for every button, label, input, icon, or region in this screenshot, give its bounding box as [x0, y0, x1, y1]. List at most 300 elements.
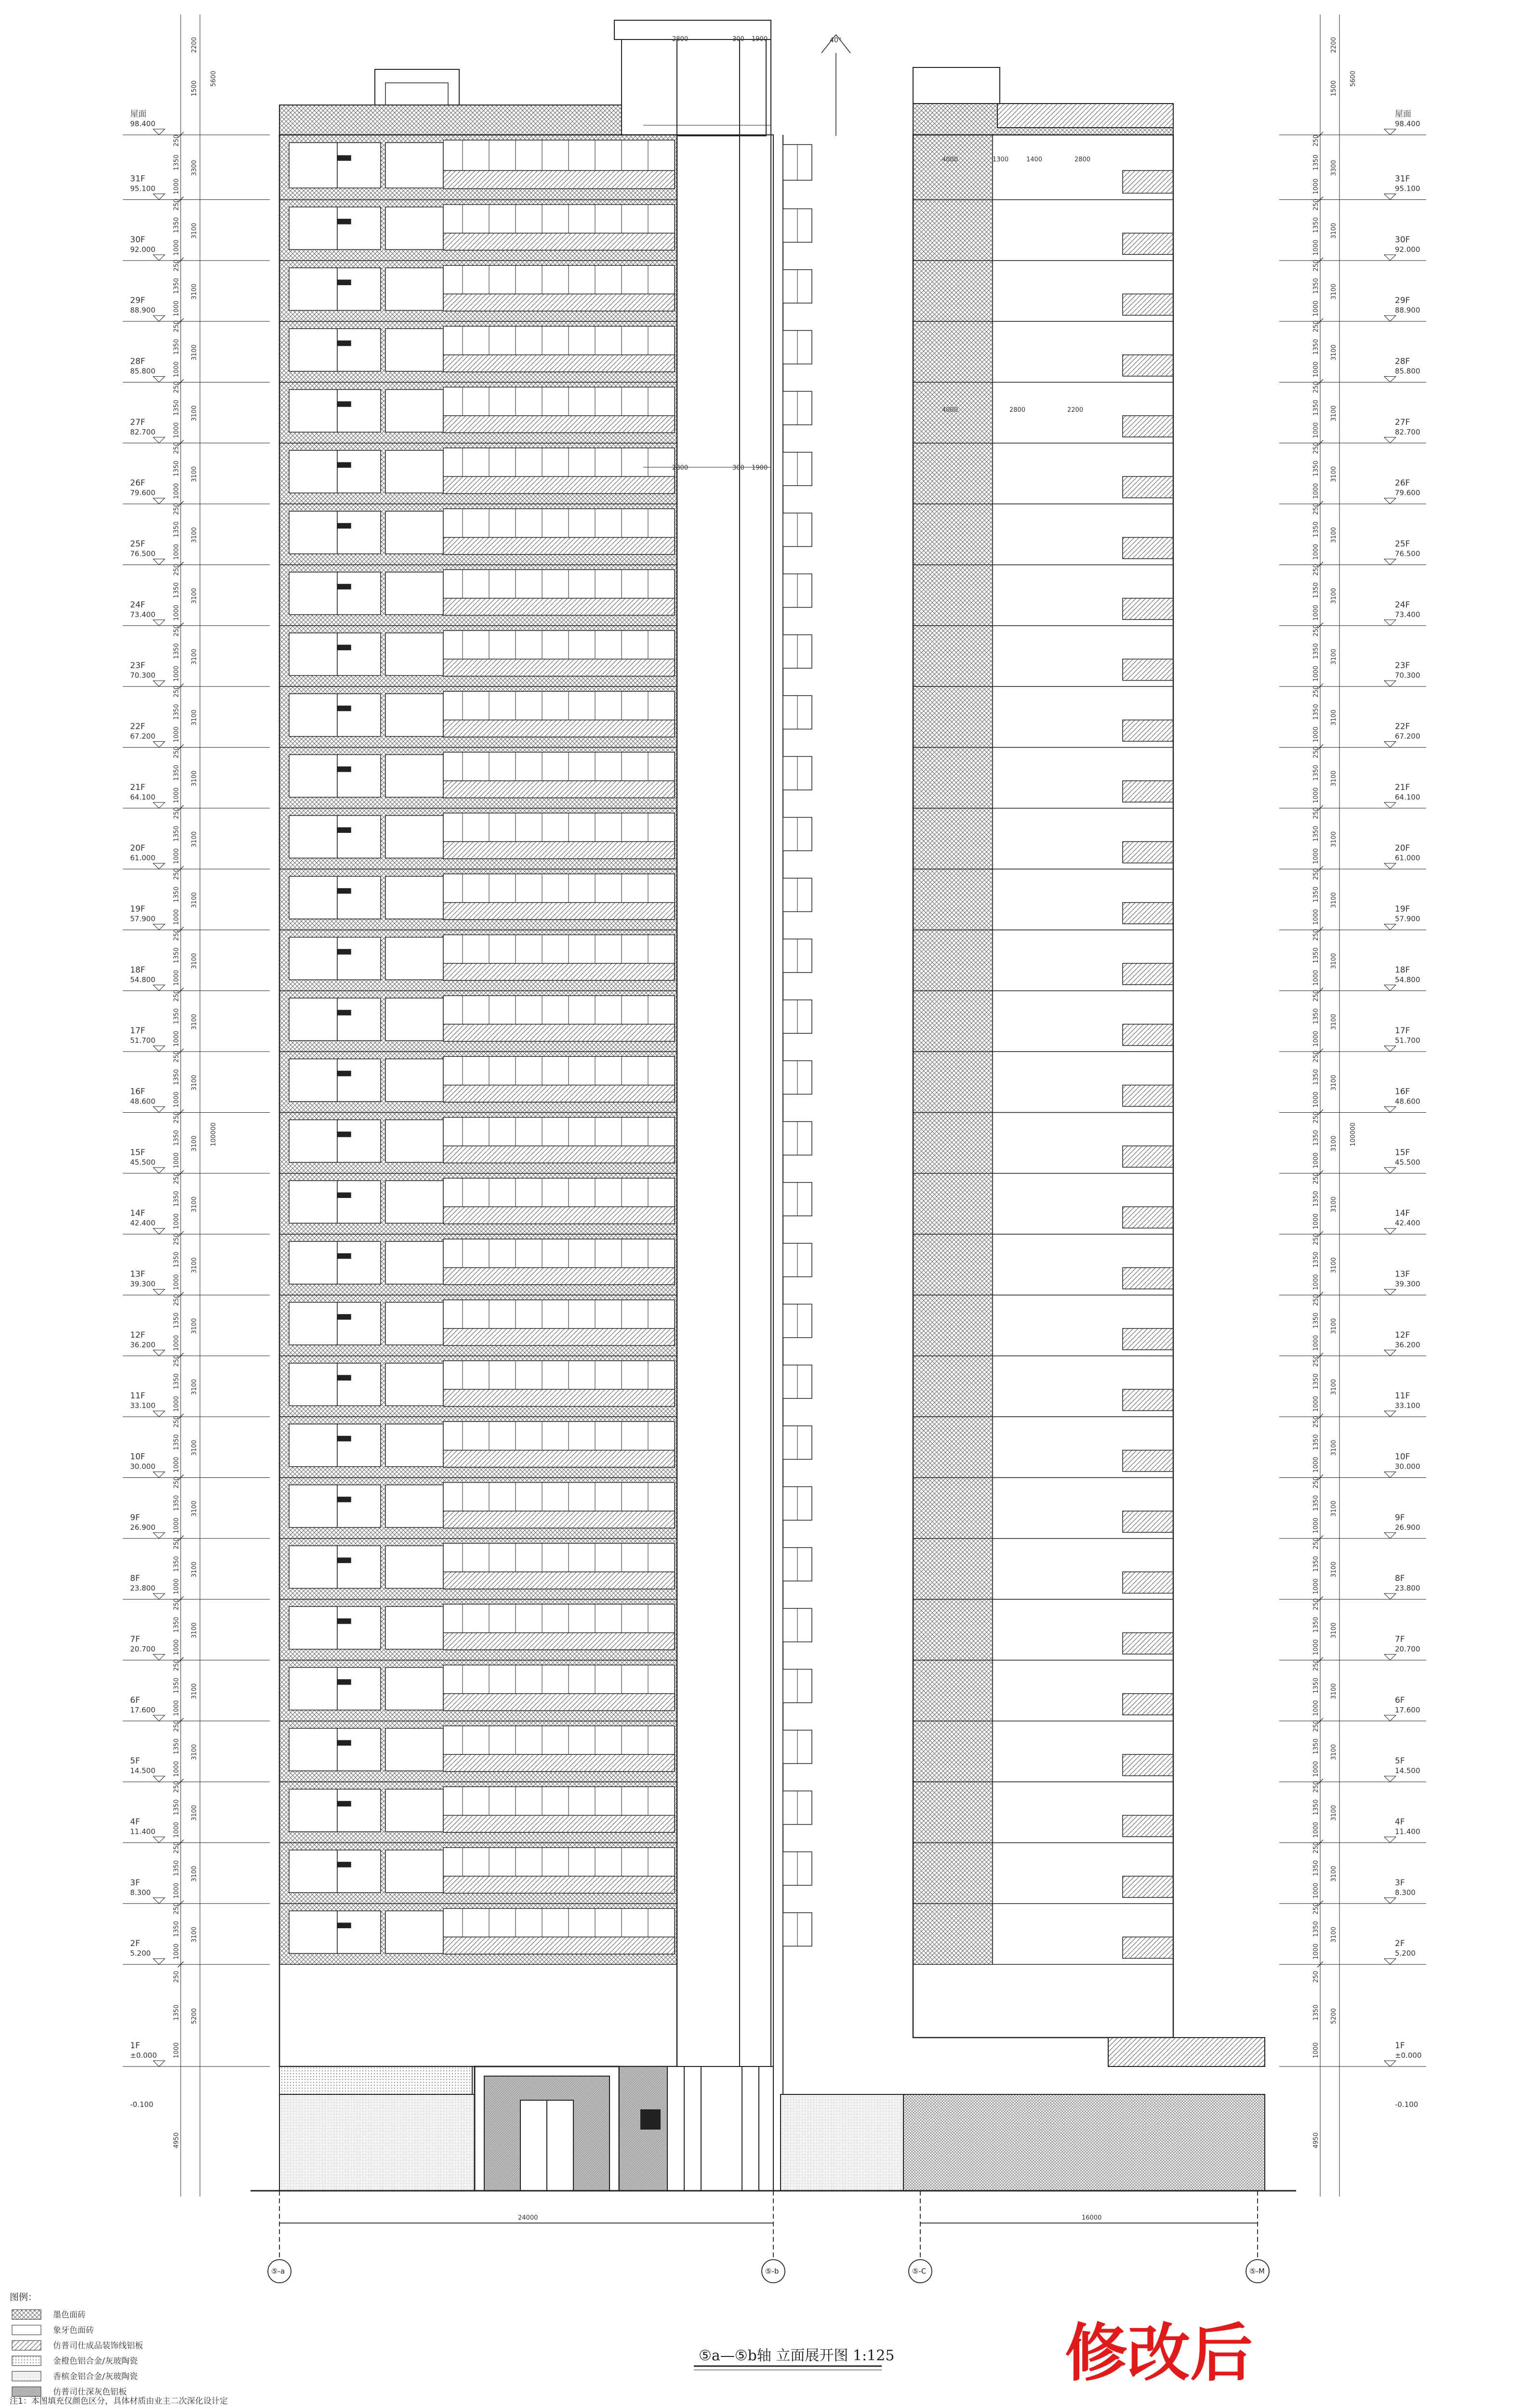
dim-floor-height: 3100 [191, 831, 198, 847]
dim-band: 1000 [1312, 970, 1320, 986]
dim-band: 1350 [173, 1738, 180, 1755]
balcony-rail [443, 538, 675, 554]
revision-stamp: 修改后 [1065, 2316, 1253, 2390]
dim-band: 1350 [1312, 461, 1320, 477]
level-elev-right: 36.200 [1395, 1340, 1420, 1349]
balcony-right [1123, 1024, 1173, 1045]
level-triangle-icon [1384, 1106, 1396, 1112]
dim-mid-total: 100000 [1350, 1122, 1357, 1146]
dim-band: 1350 [173, 1921, 180, 1937]
balcony-rail [443, 1085, 675, 1102]
window-left [385, 1606, 443, 1649]
dim-ground-detail: 4950 [173, 2132, 180, 2148]
level-triangle-icon [1384, 498, 1396, 504]
dim-band: 1350 [1312, 217, 1320, 233]
window-left [385, 937, 443, 980]
dim-floor-height: 3100 [191, 648, 198, 665]
dim-band: 1350 [173, 2004, 180, 2021]
dim-band: 250 [1312, 198, 1320, 211]
dim-band: 1000 [173, 848, 180, 865]
level-name-left: 23F [130, 661, 146, 671]
ac-unit-icon [337, 1862, 351, 1867]
window-left [385, 1424, 443, 1466]
dim-band: 1350 [173, 1617, 180, 1633]
level-elev-right: 57.900 [1395, 914, 1420, 923]
level-elev-left: 92.000 [130, 245, 156, 254]
dim-bay: 1300 [993, 156, 1009, 163]
dim-floor-height: 5200 [191, 2008, 198, 2025]
window-left [337, 1668, 381, 1710]
dim-band: 1350 [173, 1799, 180, 1816]
level-elev-right: 61.000 [1395, 854, 1420, 863]
balcony-rail [443, 842, 675, 858]
ac-unit-icon [337, 889, 351, 894]
dim-band: 1000 [173, 605, 180, 621]
level-name-left: 28F [130, 356, 146, 367]
window-left [385, 1120, 443, 1162]
dim-band: 1350 [1312, 1860, 1320, 1876]
dim-band: 1000 [173, 1152, 180, 1169]
balcony-right [1123, 1633, 1173, 1654]
balcony-rail [443, 659, 675, 676]
level-name-left: 11F [130, 1391, 146, 1401]
level-elev-right: 30.000 [1395, 1462, 1420, 1471]
window-left [289, 998, 337, 1040]
level-below-left: -0.100 [130, 2100, 154, 2109]
legend-label: 仿普司仕深灰色铝板 [53, 2387, 127, 2397]
dim-band: 250 [173, 1971, 180, 1983]
level-triangle-icon [1384, 1472, 1396, 1477]
level-elev-left: 76.500 [130, 549, 156, 558]
legend-swatch [12, 2325, 41, 2335]
dim-parapet: 1500 [1330, 80, 1338, 96]
pier-right [913, 135, 993, 199]
ac-unit-icon [337, 949, 351, 954]
dim-band: 1350 [1312, 521, 1320, 538]
level-triangle-icon [1384, 1776, 1396, 1782]
window-left [289, 1728, 337, 1771]
dim-band: 1000 [1312, 909, 1320, 925]
balcony-rail [443, 1329, 675, 1345]
dim-band: 250 [1312, 1416, 1320, 1428]
level-marks-right [1279, 109, 1426, 2109]
dim-band: 1350 [173, 1495, 180, 1511]
dim-floor-height: 3100 [191, 1196, 198, 1212]
level-name-right: 20F [1395, 843, 1410, 854]
level-triangle-icon [153, 1776, 165, 1782]
dim-band: 250 [173, 1111, 180, 1124]
dim-floor-height: 3100 [191, 344, 198, 361]
balcony-right [1123, 842, 1173, 863]
dim-band: 1350 [1312, 2004, 1320, 2021]
axis-label-b: ⑤-b [765, 2267, 779, 2276]
level-name-left: 6F [130, 1695, 140, 1705]
dim-band: 1350 [1312, 1251, 1320, 1268]
dim-band: 1350 [173, 826, 180, 842]
dim-band: 1350 [1312, 1312, 1320, 1329]
level-elev-right: 14.500 [1395, 1766, 1420, 1776]
level-elev-left: 70.300 [130, 671, 156, 680]
level-elev-left: 8.300 [130, 1888, 151, 1897]
level-name-left: 19F [130, 904, 146, 914]
level-triangle-icon [1384, 1898, 1396, 1904]
level-triangle-icon [153, 620, 165, 626]
level-elev-left: 54.800 [130, 975, 156, 984]
window-left [289, 1241, 337, 1284]
dim-band: 1350 [1312, 1191, 1320, 1207]
axis-label-c: ⑤-C [912, 2267, 927, 2276]
dim-band: 1000 [173, 239, 180, 256]
window-left [289, 450, 337, 493]
dim-band: 250 [173, 503, 180, 515]
level-triangle-icon [153, 1046, 165, 1052]
level-triangle-icon [1384, 741, 1396, 747]
dim-roof-top: 2200 [1330, 37, 1338, 53]
dim-band: 250 [173, 1781, 180, 1793]
dim-band: 1000 [173, 1578, 180, 1594]
window-left [337, 1911, 381, 1953]
pier-right [913, 1782, 993, 1842]
balcony-right [1123, 1572, 1173, 1593]
balcony-right [1123, 720, 1173, 741]
balcony-rail [443, 1450, 675, 1467]
level-elev-left: 23.800 [130, 1584, 156, 1593]
window-left [385, 572, 443, 615]
dim-band: 250 [1312, 1233, 1320, 1245]
level-elev-right: 79.600 [1395, 488, 1420, 498]
level-name-right: 17F [1395, 1026, 1410, 1036]
balcony-right [1123, 1389, 1173, 1410]
dim-band: 250 [1312, 259, 1320, 272]
dim-floor-height: 3100 [191, 588, 198, 604]
level-elev-right: 82.700 [1395, 427, 1420, 436]
dim-band: 250 [173, 1537, 180, 1550]
ac-unit-icon [337, 1497, 351, 1502]
level-triangle-icon [1384, 620, 1396, 626]
level-name-right: 2F [1395, 1939, 1405, 1949]
dim-band: 250 [1312, 685, 1320, 697]
window-left [385, 1241, 443, 1284]
dim-band: 250 [173, 1172, 180, 1184]
ac-unit-icon [337, 156, 351, 160]
dim-band: 250 [173, 1842, 180, 1854]
window-left [337, 1485, 381, 1527]
dim-band: 1350 [1312, 826, 1320, 842]
dim-band: 1350 [1312, 1617, 1320, 1633]
level-elev-left: 36.200 [130, 1340, 156, 1349]
legend-swatch [12, 2371, 41, 2381]
balcony-right [1123, 1085, 1173, 1106]
level-name-right: 28F [1395, 356, 1410, 367]
dim-band: 1000 [1312, 1457, 1320, 1473]
ac-unit-icon [337, 1802, 351, 1806]
dim-band: 1000 [173, 1030, 180, 1047]
dim-band: 250 [1312, 381, 1320, 394]
dim-band: 250 [173, 624, 180, 637]
legend-swatch [12, 2356, 41, 2366]
window-left [289, 1606, 337, 1649]
level-name-right: 9F [1395, 1513, 1405, 1523]
level-triangle-icon [1384, 1837, 1396, 1842]
window-left [385, 1485, 443, 1527]
level-elev-left: 48.600 [130, 1097, 156, 1106]
dim-band: 250 [1312, 1355, 1320, 1367]
dim-floor-height: 3100 [191, 1135, 198, 1152]
level-elev-left: 30.000 [130, 1462, 156, 1471]
dim-band: 1350 [173, 399, 180, 416]
window-left [385, 207, 443, 250]
window-left [337, 1424, 381, 1466]
level-name-left: 20F [130, 843, 146, 854]
level-name-left: 1F [130, 2041, 140, 2051]
level-elev-left: 5.200 [130, 1949, 151, 1958]
dim-band: 1350 [1312, 1008, 1320, 1025]
window-left [385, 633, 443, 675]
balcony-right [1123, 1268, 1173, 1289]
window-left [337, 1303, 381, 1345]
dim-band: 1350 [173, 1069, 180, 1085]
dim-bay: 2800 [672, 36, 689, 43]
level-triangle-icon [1384, 924, 1396, 930]
level-name-right: 30F [1395, 235, 1410, 245]
window-left [385, 1363, 443, 1406]
window-left [289, 1181, 337, 1223]
dim-band: 250 [173, 442, 180, 454]
dim-floor-height: 3100 [1330, 1561, 1338, 1578]
balcony-right [1123, 1146, 1173, 1167]
level-name-right: 18F [1395, 965, 1410, 975]
dim-band: 1350 [173, 154, 180, 171]
legend-label: 金橙色铝合金/灰玻陶瓷 [53, 2356, 138, 2366]
level-triangle-icon [153, 1654, 165, 1660]
dim-band: 1000 [173, 1822, 180, 1838]
dim-band: 1000 [1312, 1700, 1320, 1716]
ac-unit-icon [337, 524, 351, 528]
dim-band: 250 [1312, 1537, 1320, 1550]
ac-unit-icon [337, 341, 351, 346]
window-left [289, 268, 337, 310]
level-triangle-icon [153, 924, 165, 930]
ac-unit-icon [337, 462, 351, 467]
window-left [385, 1668, 443, 1710]
dim-band: 250 [173, 1416, 180, 1428]
balcony-right [1123, 1694, 1173, 1715]
dim-floor-height: 3100 [1330, 770, 1338, 787]
dim-band: 250 [1312, 1781, 1320, 1793]
dim-floor-height: 3100 [1330, 1013, 1338, 1030]
dim-roof-top: 2200 [191, 37, 198, 53]
window-left [337, 390, 381, 432]
dim-band: 1000 [173, 1274, 180, 1290]
level-name-left: 8F [130, 1574, 140, 1584]
pier-right [913, 808, 993, 869]
balcony-right [1123, 1876, 1173, 1897]
balcony-rail [443, 781, 675, 798]
level-elev-right: 76.500 [1395, 549, 1420, 558]
dim-band: 1350 [173, 704, 180, 720]
ac-unit-icon [337, 1132, 351, 1137]
dim-band: 1000 [173, 970, 180, 986]
window-left [385, 998, 443, 1040]
window-left [289, 1059, 337, 1101]
legend-label: 象牙色面砖 [53, 2326, 94, 2335]
dim-band: 250 [1312, 1172, 1320, 1184]
level-name-left: 17F [130, 1026, 146, 1036]
balcony-right [1123, 1207, 1173, 1228]
level-name-right: 3F [1395, 1878, 1405, 1888]
dim-band: 250 [173, 1355, 180, 1367]
level-elev-right: 70.300 [1395, 671, 1420, 680]
dim-band: 1350 [173, 278, 180, 294]
dim-band: 250 [1312, 1720, 1320, 1732]
window-left [289, 694, 337, 736]
dim-mid-total: 100000 [210, 1122, 217, 1146]
dim-floor-height: 3100 [1330, 1683, 1338, 1699]
level-triangle-icon [1384, 194, 1396, 199]
level-triangle-icon [153, 559, 165, 565]
dim-band: 1000 [173, 1457, 180, 1473]
level-name-left: 25F [130, 539, 146, 549]
dim-bay: 300 [732, 464, 744, 472]
dim-floor-height: 3100 [191, 223, 198, 239]
dim-floor-height: 3100 [191, 770, 198, 787]
balcony-right [1123, 963, 1173, 985]
level-name-right: 16F [1395, 1087, 1410, 1097]
dim-band: 1350 [173, 643, 180, 659]
dim-band: 1350 [1312, 1495, 1320, 1511]
dim-band: 250 [173, 320, 180, 332]
dim-band: 1000 [173, 1213, 180, 1230]
dim-band: 1000 [1312, 1092, 1320, 1108]
dim-band: 1000 [173, 544, 180, 560]
balcony-rail [443, 1876, 675, 1893]
level-name-left: 4F [130, 1817, 140, 1827]
dim-band: 1000 [173, 1395, 180, 1412]
ac-unit-icon [337, 219, 351, 224]
window-left [337, 937, 381, 980]
dim-bay: 2800 [1074, 156, 1091, 163]
dim-band: 1000 [1312, 1822, 1320, 1838]
level-name-right: 19F [1395, 904, 1410, 914]
level-triangle-icon [1384, 2061, 1396, 2066]
level-elev-left: 73.400 [130, 610, 156, 619]
ac-unit-icon [337, 706, 351, 711]
window-left [385, 694, 443, 736]
dim-floor-height: 3300 [191, 160, 198, 176]
dim-band: 1000 [173, 909, 180, 925]
level-elev-right: 67.200 [1395, 732, 1420, 741]
dim-band: 250 [173, 929, 180, 941]
dim-roof-total: 5600 [1350, 70, 1357, 87]
window-left [289, 1546, 337, 1588]
dim-floor-height: 3100 [1330, 1075, 1338, 1091]
dim-band: 1000 [1312, 1152, 1320, 1169]
dim-floor-height: 3100 [191, 283, 198, 300]
dim-band: 250 [173, 989, 180, 1002]
balcony-right [1123, 903, 1173, 924]
level-triangle-icon [1384, 129, 1396, 135]
dim-band: 1000 [1312, 2042, 1320, 2059]
dim-band: 1350 [1312, 1556, 1320, 1572]
level-elev-left: 85.800 [130, 367, 156, 376]
dim-roof-total: 5600 [210, 70, 217, 87]
dim-band: 1000 [1312, 178, 1320, 195]
window-left [289, 1850, 337, 1893]
window-left [289, 1363, 337, 1406]
balcony-right [1123, 233, 1173, 254]
balcony-right [1123, 1511, 1173, 1532]
level-triangle-icon [1384, 1289, 1396, 1295]
pier-right [913, 1417, 993, 1477]
dim-floor-height: 3100 [1330, 1500, 1338, 1517]
dim-floor-height: 3100 [1330, 953, 1338, 969]
drawing-note: 注1：本图填充仅颜色区分，具体材质由业主二次深化设计定 [10, 2396, 228, 2406]
pier-right [913, 1904, 993, 1964]
level-triangle-icon [153, 1289, 165, 1295]
window-left [289, 937, 337, 980]
level-elev-left: 67.200 [130, 732, 156, 741]
dim-floor-height: 3100 [1330, 588, 1338, 604]
balcony-rail [443, 171, 675, 189]
level-triangle-icon [153, 2061, 165, 2066]
window-left [337, 572, 381, 615]
balcony-right [1123, 355, 1173, 376]
dim-band: 250 [173, 1720, 180, 1732]
level-elev-right: 51.700 [1395, 1036, 1420, 1045]
level-name-right: 23F [1395, 661, 1410, 671]
ac-unit-icon [337, 1375, 351, 1380]
ac-unit-icon [337, 1193, 351, 1197]
dim-band: 1000 [173, 300, 180, 317]
dim-band: 1000 [1312, 300, 1320, 317]
dim-band: 250 [1312, 1476, 1320, 1489]
balcony-rail [443, 233, 675, 250]
level-elev-left: 57.900 [130, 914, 156, 923]
level-triangle-icon [153, 681, 165, 686]
window-left [289, 1120, 337, 1162]
pier-right [913, 565, 993, 625]
level-elev-left: 17.600 [130, 1705, 156, 1714]
pier-right [913, 1842, 993, 1903]
level-name-left: 21F [130, 782, 146, 792]
level-triangle-icon [153, 194, 165, 199]
balcony-rail [443, 416, 675, 433]
level-name-left: 29F [130, 296, 146, 306]
level-triangle-icon [153, 1228, 165, 1234]
level-triangle-icon [153, 437, 165, 443]
level-triangle-icon [153, 985, 165, 991]
level-elev-left: 45.500 [130, 1158, 156, 1167]
window-left [385, 1303, 443, 1345]
level-triangle-icon [153, 1168, 165, 1173]
dim-floor-height: 3100 [1330, 527, 1338, 543]
dim-band: 1350 [173, 1008, 180, 1025]
level-elev-left: 88.900 [130, 306, 156, 315]
dim-band: 1350 [173, 1130, 180, 1146]
level-name-left: 屋面 [130, 109, 146, 119]
dim-band: 1000 [1312, 1395, 1320, 1412]
window-left [337, 1241, 381, 1284]
level-elev-right: 98.400 [1395, 119, 1420, 128]
balcony-rail [443, 294, 675, 311]
level-name-left: 10F [130, 1452, 146, 1462]
pier-right [913, 1599, 993, 1660]
level-elev-right: 20.700 [1395, 1645, 1420, 1654]
dim-band: 250 [1312, 989, 1320, 1002]
angle-label: 40° [830, 37, 842, 44]
level-elev-right: 23.800 [1395, 1584, 1420, 1593]
window-left [385, 755, 443, 797]
